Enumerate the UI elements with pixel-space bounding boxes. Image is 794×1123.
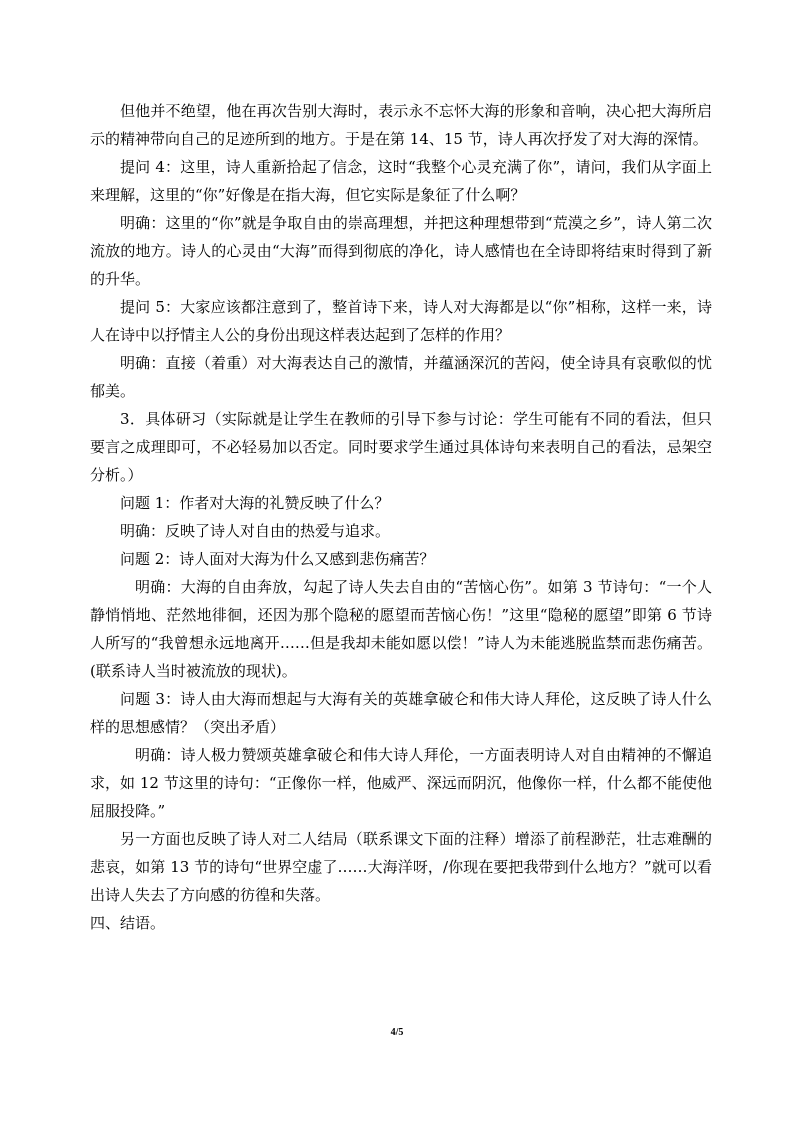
paragraph-answer-4: 明确：这里的“你”就是争取自由的崇高理想，并把这种理想带到“荒漠之乡”，诗人第二次流放的地方。诗人的心灵由“大海”而得到彻底的净化，诗人感情也在全诗即将结束时得到了新的升华。 xyxy=(90,214,712,288)
paragraph-answer-problem-3: 明确：诗人极力赞颂英雄拿破仑和伟大诗人拜伦，一方面表明诗人对自由精神的不懈追求，如 12 节这里的诗句：“正像你一样，他威严、深远而阴沉，他像你一样，什么都不能使他屈服投降。” xyxy=(90,746,712,820)
paragraph-problem-1: 问题 1：作者对大海的礼赞反映了什么？ xyxy=(120,494,390,512)
paragraph-problem-2: 问题 2：诗人面对大海为什么又感到悲伤痛苦？ xyxy=(120,550,435,568)
paragraph-question-4: 提问 4：这里，诗人重新拾起了信念，这时“我整个心灵充满了你”，请问，我们从字面上来理解，这里的“你”好像是在指大海，但它实际是象征了什么啊？ xyxy=(90,158,712,204)
paragraph-other-aspect: 另一方面也反映了诗人对二人结局（联系课文下面的注释）增添了前程渺茫，壮志难酬的悲哀，如第 13 节的诗句“世界空虚了……大海洋呀，/你现在要把我带到什么地方？”就可以看出诗人失去了方向感的彷徨和失落。 xyxy=(90,830,712,904)
paragraph-study-section: 3．具体研习（实际就是让学生在教师的引导下参与讨论：学生可能有不同的看法，但只要言之成理即可，不必轻易加以否定。同时要求学生通过具体诗句来表明自己的看法，忌架空分析。） xyxy=(90,410,712,484)
paragraph-answer-problem-2: 明确：大海的自由奔放，勾起了诗人失去自由的“苦恼心伤”。如第 3 节诗句：“一个人静悄悄地、茫然地徘徊，还因为那个隐秘的愿望而苦恼心伤！”这里“隐秘的愿望”即第 6 节诗人所写的“我曾想永远地离开……但是我却未能如愿以偿！”诗人为未能逃脱监禁而悲伤痛苦。(联系诗人当时被流放的现状)。 xyxy=(90,578,712,680)
paragraph-answer-problem-1: 明确：反映了诗人对自由的热爱与追求。 xyxy=(120,522,391,540)
page-number: 4/5 xyxy=(390,1027,404,1038)
paragraph-despair: 但他并不绝望，他在再次告别大海时，表示永不忘怀大海的形象和音响，决心把大海所启示的精神带向自己的足迹所到的地方。于是在第 14、15 节，诗人再次抒发了对大海的深情。 xyxy=(90,102,712,148)
document-body xyxy=(90,97,712,937)
paragraph-question-5: 提问 5：大家应该都注意到了，整首诗下来，诗人对大海都是以“你”相称，这样一来，诗人在诗中以抒情主人公的身份出现这样表达起到了怎样的作用？ xyxy=(90,298,712,344)
section-heading-conclusion: 四、结语。 xyxy=(90,914,166,932)
paragraph-answer-5: 明确：直接（着重）对大海表达自己的激情，并蕴涵深沉的苦闷，使全诗具有哀歌似的忧郁美。 xyxy=(90,354,712,400)
paragraph-problem-3: 问题 3：诗人由大海而想起与大海有关的英雄拿破仑和伟大诗人拜伦，这反映了诗人什么样的思想感情？（突出矛盾） xyxy=(90,690,712,736)
